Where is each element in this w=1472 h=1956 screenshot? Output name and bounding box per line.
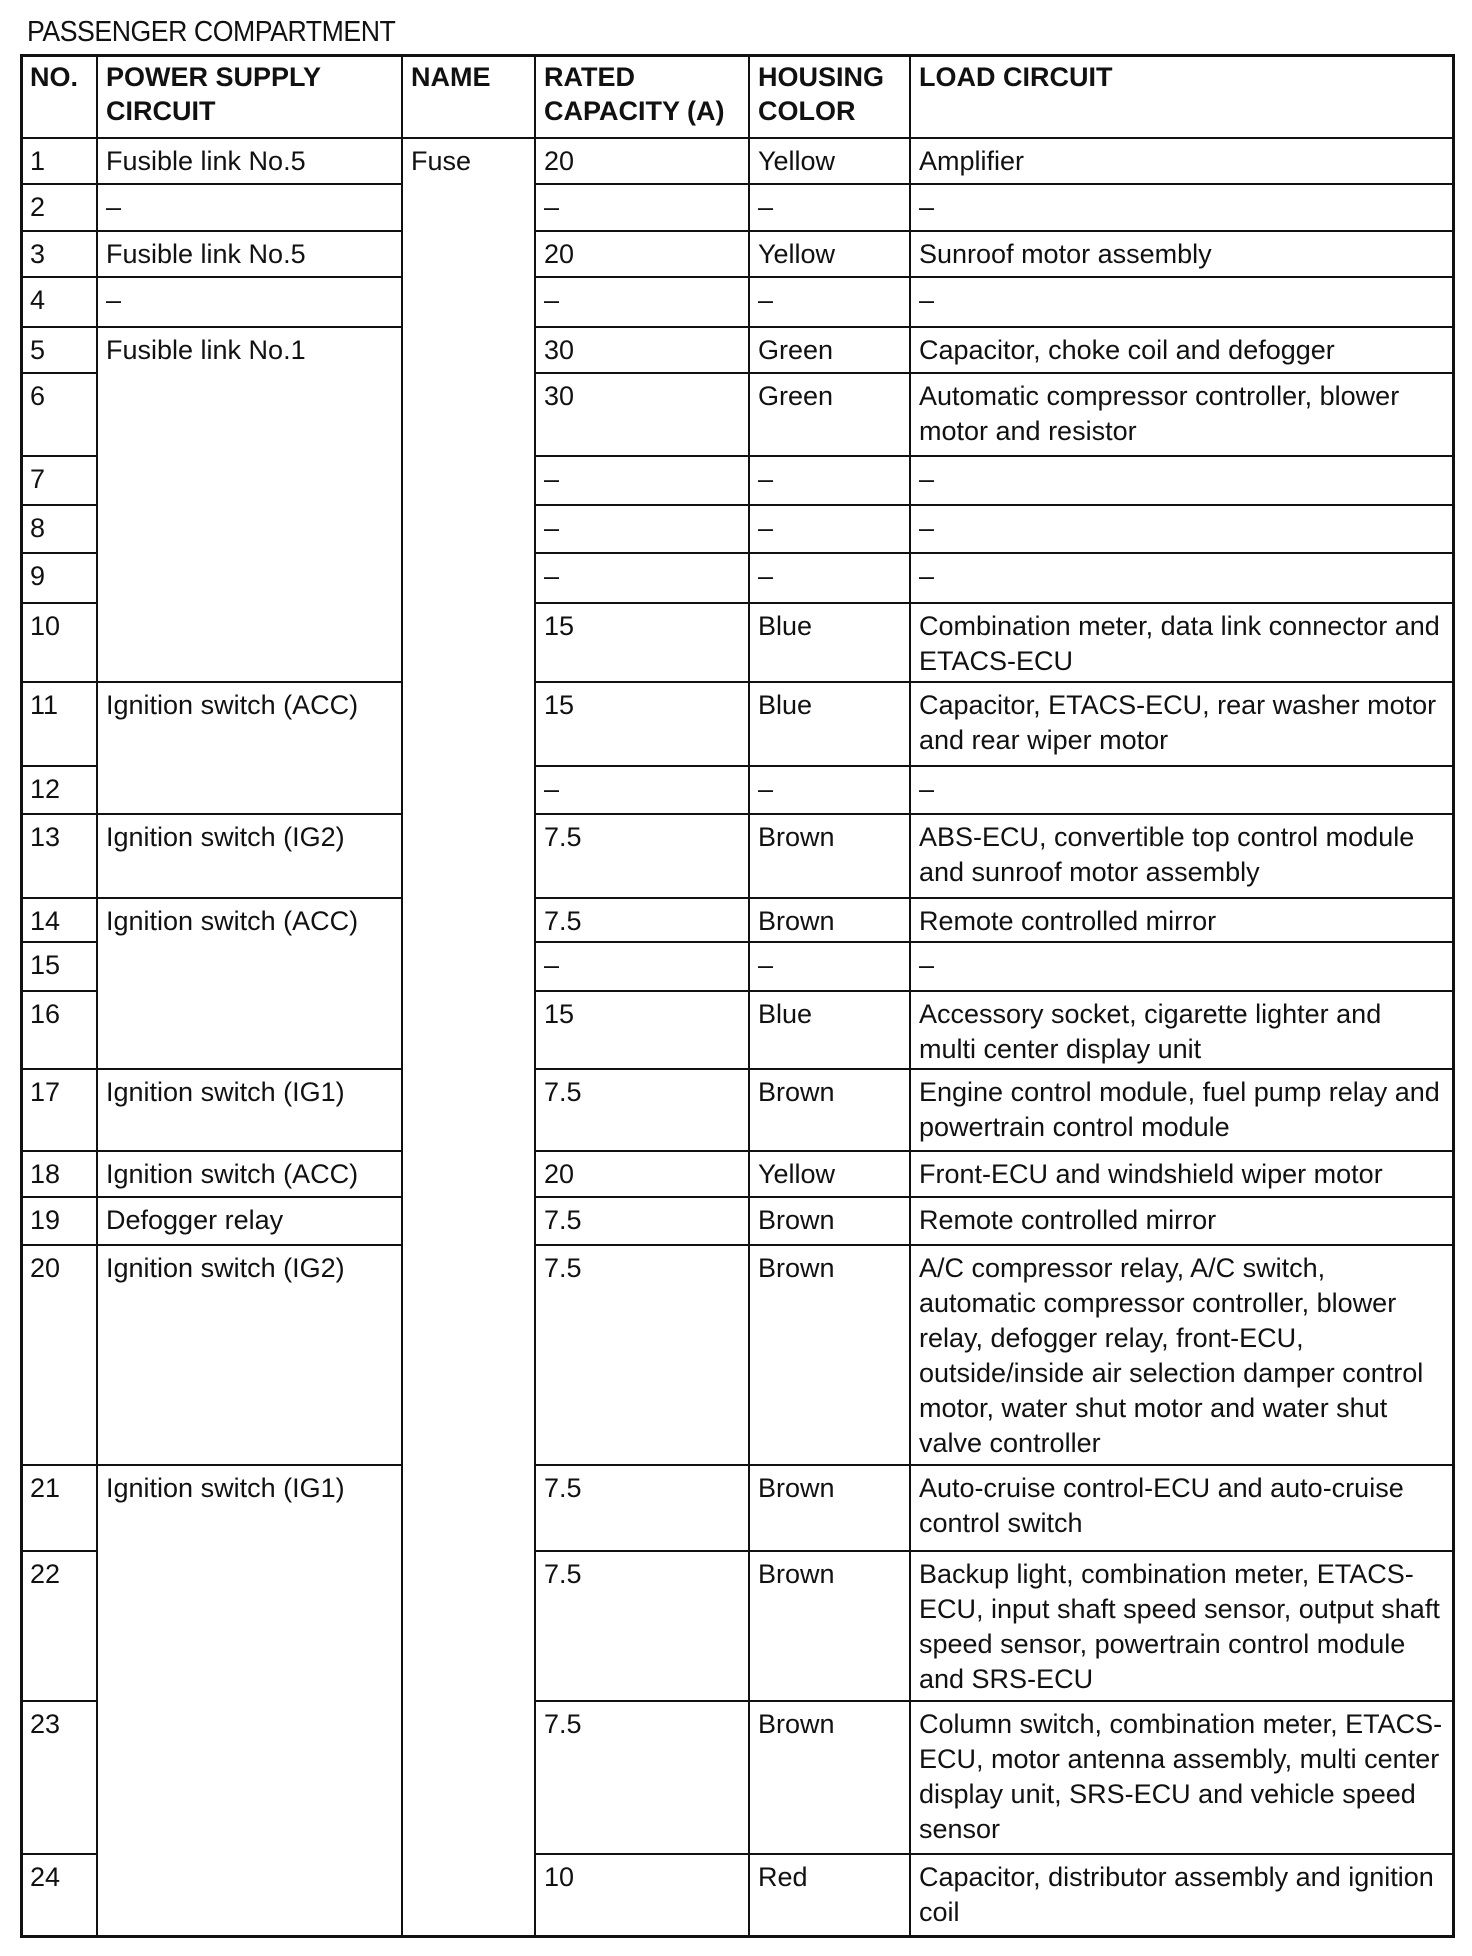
power-supply-cell-rows-3-text: Fusible link No.5 bbox=[106, 239, 306, 269]
row-12-no-text: 12 bbox=[30, 774, 61, 804]
row-3-load-circuit-text: Sunroof motor assembly bbox=[919, 239, 1212, 269]
row-4-rated-capacity bbox=[534, 276, 750, 328]
row-23-load-circuit bbox=[909, 1700, 1454, 1855]
row-8-rated-capacity bbox=[534, 504, 750, 554]
row-4-housing-color-text: – bbox=[758, 285, 774, 315]
row-2-no-text: 2 bbox=[30, 192, 46, 222]
row-20-load-circuit bbox=[909, 1244, 1454, 1466]
power-supply-cell-rows-5-10-text: Fusible link No.1 bbox=[106, 335, 306, 365]
row-13-no bbox=[20, 813, 98, 899]
row-15-no-text: 15 bbox=[30, 950, 61, 980]
row-12-housing-color bbox=[748, 765, 911, 815]
row-15-housing-color-text: – bbox=[758, 950, 774, 980]
row-24-load-circuit bbox=[909, 1853, 1454, 1937]
row-24-no bbox=[20, 1853, 98, 1937]
row-15-housing-color bbox=[748, 941, 911, 992]
row-23-housing-color bbox=[748, 1700, 911, 1855]
column-header-housing-color bbox=[748, 54, 911, 139]
row-14-rated-capacity bbox=[534, 897, 750, 943]
row-8-housing-color bbox=[748, 504, 911, 554]
power-supply-cell-rows-21-24 bbox=[96, 1464, 403, 1937]
column-header-housing-color-text: HOUSING COLOR bbox=[758, 62, 885, 126]
row-2-no bbox=[20, 183, 98, 232]
row-14-rated-capacity-text: 7.5 bbox=[544, 906, 582, 936]
row-11-load-circuit bbox=[909, 681, 1454, 767]
row-4-rated-capacity-text: – bbox=[544, 285, 560, 315]
row-15-rated-capacity bbox=[534, 941, 750, 992]
row-20-load-circuit-text: A/C compressor relay, A/C switch, automatic compressor controller, blower relay, defogger relay, front-ECU, outside/inside air selection damper control motor, water shut motor and water shut valve controller bbox=[919, 1253, 1424, 1458]
row-17-no bbox=[20, 1068, 98, 1152]
row-22-rated-capacity-text: 7.5 bbox=[544, 1559, 582, 1589]
row-15-rated-capacity-text: – bbox=[544, 950, 560, 980]
row-3-housing-color-text: Yellow bbox=[758, 239, 836, 269]
row-5-housing-color bbox=[748, 326, 911, 374]
row-3-rated-capacity-text: 20 bbox=[544, 239, 575, 269]
row-19-load-circuit-text: Remote controlled mirror bbox=[919, 1205, 1217, 1235]
row-7-housing-color-text: – bbox=[758, 464, 774, 494]
row-18-load-circuit bbox=[909, 1150, 1454, 1198]
row-4-load-circuit-text: – bbox=[919, 285, 935, 315]
row-2-rated-capacity-text: – bbox=[544, 192, 560, 222]
row-8-load-circuit bbox=[909, 504, 1454, 554]
row-9-rated-capacity bbox=[534, 552, 750, 604]
row-19-rated-capacity-text: 7.5 bbox=[544, 1205, 582, 1235]
row-13-load-circuit-text: ABS-ECU, convertible top control module and sunroof motor assembly bbox=[919, 822, 1415, 887]
row-20-no bbox=[20, 1244, 98, 1466]
row-7-load-circuit bbox=[909, 455, 1454, 506]
row-11-no bbox=[20, 681, 98, 767]
row-3-no-text: 3 bbox=[30, 239, 46, 269]
row-22-rated-capacity bbox=[534, 1550, 750, 1702]
row-22-housing-color bbox=[748, 1550, 911, 1702]
row-9-housing-color-text: – bbox=[758, 561, 774, 591]
row-4-housing-color bbox=[748, 276, 911, 328]
power-supply-cell-rows-13 bbox=[96, 813, 403, 899]
row-6-load-circuit bbox=[909, 372, 1454, 457]
power-supply-cell-rows-1 bbox=[96, 137, 403, 185]
row-6-no-text: 6 bbox=[30, 381, 46, 411]
row-13-housing-color-text: Brown bbox=[758, 822, 835, 852]
row-13-load-circuit bbox=[909, 813, 1454, 899]
row-19-housing-color-text: Brown bbox=[758, 1205, 835, 1235]
row-16-load-circuit-text: Accessory socket, cigarette lighter and multi center display unit bbox=[919, 999, 1382, 1064]
row-3-rated-capacity bbox=[534, 230, 750, 278]
row-11-load-circuit-text: Capacitor, ETACS-ECU, rear washer motor and rear wiper motor bbox=[919, 690, 1437, 755]
row-5-no bbox=[20, 326, 98, 374]
row-9-no bbox=[20, 552, 98, 604]
row-21-rated-capacity-text: 7.5 bbox=[544, 1473, 582, 1503]
power-supply-cell-rows-17 bbox=[96, 1068, 403, 1152]
power-supply-cell-rows-2 bbox=[96, 183, 403, 232]
row-1-housing-color bbox=[748, 137, 911, 185]
row-11-housing-color bbox=[748, 681, 911, 767]
column-header-power-supply bbox=[96, 54, 403, 139]
row-11-no-text: 11 bbox=[30, 690, 59, 720]
row-21-no-text: 21 bbox=[30, 1473, 61, 1503]
row-2-housing-color bbox=[748, 183, 911, 232]
row-15-load-circuit bbox=[909, 941, 1454, 992]
row-20-housing-color bbox=[748, 1244, 911, 1466]
power-supply-cell-rows-2-text: – bbox=[106, 192, 122, 222]
power-supply-cell-rows-20-text: Ignition switch (IG2) bbox=[106, 1253, 345, 1283]
row-3-load-circuit bbox=[909, 230, 1454, 278]
row-8-no bbox=[20, 504, 98, 554]
row-14-load-circuit bbox=[909, 897, 1454, 943]
row-1-load-circuit-text: Amplifier bbox=[919, 146, 1025, 176]
row-21-housing-color-text: Brown bbox=[758, 1473, 835, 1503]
row-17-load-circuit-text: Engine control module, fuel pump relay and powertrain control module bbox=[919, 1077, 1440, 1142]
power-supply-cell-rows-19 bbox=[96, 1196, 403, 1246]
row-1-housing-color-text: Yellow bbox=[758, 146, 836, 176]
row-13-no-text: 13 bbox=[30, 822, 61, 852]
row-7-rated-capacity bbox=[534, 455, 750, 506]
power-supply-cell-rows-4-text: – bbox=[106, 285, 122, 315]
row-24-housing-color bbox=[748, 1853, 911, 1937]
row-6-housing-color-text: Green bbox=[758, 381, 834, 411]
row-2-load-circuit-text: – bbox=[919, 192, 935, 222]
row-5-load-circuit bbox=[909, 326, 1454, 374]
column-header-load-circuit-text: LOAD CIRCUIT bbox=[919, 62, 1113, 92]
row-10-housing-color-text: Blue bbox=[758, 611, 813, 641]
row-3-housing-color bbox=[748, 230, 911, 278]
row-1-no bbox=[20, 137, 98, 185]
row-11-housing-color-text: Blue bbox=[758, 690, 813, 720]
name-cell-merged-text: Fuse bbox=[411, 146, 472, 176]
row-10-housing-color bbox=[748, 602, 911, 683]
row-6-rated-capacity-text: 30 bbox=[544, 381, 575, 411]
row-7-no-text: 7 bbox=[30, 464, 46, 494]
row-9-housing-color bbox=[748, 552, 911, 604]
column-header-power-supply-text: POWER SUPPLY CIRCUIT bbox=[106, 62, 321, 126]
row-21-housing-color bbox=[748, 1464, 911, 1552]
row-11-rated-capacity bbox=[534, 681, 750, 767]
row-14-no-text: 14 bbox=[30, 906, 61, 936]
row-22-load-circuit-text: Backup light, combination meter, ETACS-ECU, input shaft speed sensor, output shaft speed sensor, powertrain control module and SRS-ECU bbox=[919, 1559, 1440, 1694]
row-4-no-text: 4 bbox=[30, 285, 46, 315]
row-10-no-text: 10 bbox=[30, 611, 61, 641]
power-supply-cell-rows-18-text: Ignition switch (ACC) bbox=[106, 1159, 359, 1189]
row-18-load-circuit-text: Front-ECU and windshield wiper motor bbox=[919, 1159, 1383, 1189]
row-23-rated-capacity-text: 7.5 bbox=[544, 1709, 582, 1739]
row-7-rated-capacity-text: – bbox=[544, 464, 560, 494]
power-supply-cell-rows-13-text: Ignition switch (IG2) bbox=[106, 822, 345, 852]
row-21-no bbox=[20, 1464, 98, 1552]
row-20-no-text: 20 bbox=[30, 1253, 61, 1283]
row-10-rated-capacity bbox=[534, 602, 750, 683]
row-12-no bbox=[20, 765, 98, 815]
power-supply-cell-rows-17-text: Ignition switch (IG1) bbox=[106, 1077, 345, 1107]
row-11-rated-capacity-text: 15 bbox=[544, 690, 575, 720]
row-5-no-text: 5 bbox=[30, 335, 46, 365]
power-supply-cell-rows-18 bbox=[96, 1150, 403, 1198]
power-supply-cell-rows-4 bbox=[96, 276, 403, 328]
row-12-rated-capacity-text: – bbox=[544, 774, 560, 804]
row-8-load-circuit-text: – bbox=[919, 513, 935, 543]
row-2-housing-color-text: – bbox=[758, 192, 774, 222]
row-24-rated-capacity-text: 10 bbox=[544, 1862, 575, 1892]
power-supply-cell-rows-1-text: Fusible link No.5 bbox=[106, 146, 306, 176]
row-12-load-circuit-text: – bbox=[919, 774, 935, 804]
row-24-no-text: 24 bbox=[30, 1862, 61, 1892]
row-13-rated-capacity-text: 7.5 bbox=[544, 822, 582, 852]
row-14-load-circuit-text: Remote controlled mirror bbox=[919, 906, 1217, 936]
row-17-housing-color-text: Brown bbox=[758, 1077, 835, 1107]
row-14-housing-color-text: Brown bbox=[758, 906, 835, 936]
row-16-rated-capacity bbox=[534, 990, 750, 1070]
row-3-no bbox=[20, 230, 98, 278]
row-8-housing-color-text: – bbox=[758, 513, 774, 543]
row-1-rated-capacity bbox=[534, 137, 750, 185]
row-22-load-circuit bbox=[909, 1550, 1454, 1702]
row-16-rated-capacity-text: 15 bbox=[544, 999, 575, 1029]
row-12-rated-capacity bbox=[534, 765, 750, 815]
row-6-rated-capacity bbox=[534, 372, 750, 457]
row-16-housing-color-text: Blue bbox=[758, 999, 813, 1029]
row-9-no-text: 9 bbox=[30, 561, 46, 591]
row-19-no bbox=[20, 1196, 98, 1246]
row-20-rated-capacity-text: 7.5 bbox=[544, 1253, 582, 1283]
row-2-load-circuit bbox=[909, 183, 1454, 232]
row-23-housing-color-text: Brown bbox=[758, 1709, 835, 1739]
row-5-housing-color-text: Green bbox=[758, 335, 834, 365]
column-header-load-circuit bbox=[909, 54, 1454, 139]
power-supply-cell-rows-20 bbox=[96, 1244, 403, 1466]
column-header-name bbox=[401, 54, 536, 139]
row-9-rated-capacity-text: – bbox=[544, 561, 560, 591]
row-19-housing-color bbox=[748, 1196, 911, 1246]
row-14-housing-color bbox=[748, 897, 911, 943]
column-header-no-text: NO. bbox=[30, 62, 79, 92]
row-21-load-circuit bbox=[909, 1464, 1454, 1552]
power-supply-cell-rows-14-16-text: Ignition switch (ACC) bbox=[106, 906, 359, 936]
row-5-load-circuit-text: Capacitor, choke coil and defogger bbox=[919, 335, 1335, 365]
power-supply-cell-rows-21-24-text: Ignition switch (IG1) bbox=[106, 1473, 345, 1503]
row-19-load-circuit bbox=[909, 1196, 1454, 1246]
power-supply-cell-rows-19-text: Defogger relay bbox=[106, 1205, 284, 1235]
row-9-load-circuit-text: – bbox=[919, 561, 935, 591]
row-10-rated-capacity-text: 15 bbox=[544, 611, 575, 641]
row-16-no-text: 16 bbox=[30, 999, 61, 1029]
row-14-no bbox=[20, 897, 98, 943]
row-7-no bbox=[20, 455, 98, 506]
row-17-no-text: 17 bbox=[30, 1077, 61, 1107]
row-24-load-circuit-text: Capacitor, distributor assembly and ignition coil bbox=[919, 1862, 1434, 1927]
row-1-load-circuit bbox=[909, 137, 1454, 185]
row-10-no bbox=[20, 602, 98, 683]
row-1-no-text: 1 bbox=[30, 146, 46, 176]
row-23-no bbox=[20, 1700, 98, 1855]
row-1-rated-capacity-text: 20 bbox=[544, 146, 575, 176]
row-23-no-text: 23 bbox=[30, 1709, 61, 1739]
row-18-housing-color bbox=[748, 1150, 911, 1198]
row-7-load-circuit-text: – bbox=[919, 464, 935, 494]
row-5-rated-capacity-text: 30 bbox=[544, 335, 575, 365]
row-5-rated-capacity bbox=[534, 326, 750, 374]
row-4-no bbox=[20, 276, 98, 328]
row-22-housing-color-text: Brown bbox=[758, 1559, 835, 1589]
row-8-no-text: 8 bbox=[30, 513, 46, 543]
row-23-load-circuit-text: Column switch, combination meter, ETACS-ECU, motor antenna assembly, multi center display unit, SRS-ECU and vehicle speed sensor bbox=[919, 1709, 1443, 1844]
row-16-no bbox=[20, 990, 98, 1070]
row-20-housing-color-text: Brown bbox=[758, 1253, 835, 1283]
row-9-load-circuit bbox=[909, 552, 1454, 604]
row-21-load-circuit-text: Auto-cruise control-ECU and auto-cruise control switch bbox=[919, 1473, 1404, 1538]
row-17-rated-capacity-text: 7.5 bbox=[544, 1077, 582, 1107]
row-19-no-text: 19 bbox=[30, 1205, 61, 1235]
column-header-rated-capacity-text: RATED CAPACITY (A) bbox=[544, 62, 725, 126]
row-15-load-circuit-text: – bbox=[919, 950, 935, 980]
power-supply-cell-rows-3 bbox=[96, 230, 403, 278]
row-19-rated-capacity bbox=[534, 1196, 750, 1246]
power-supply-cell-rows-14-16 bbox=[96, 897, 403, 1070]
row-7-housing-color bbox=[748, 455, 911, 506]
row-15-no bbox=[20, 941, 98, 992]
row-16-housing-color bbox=[748, 990, 911, 1070]
row-4-load-circuit bbox=[909, 276, 1454, 328]
row-13-rated-capacity bbox=[534, 813, 750, 899]
row-6-load-circuit-text: Automatic compressor controller, blower motor and resistor bbox=[919, 381, 1400, 446]
row-17-load-circuit bbox=[909, 1068, 1454, 1152]
column-header-rated-capacity bbox=[534, 54, 750, 139]
power-supply-cell-rows-5-10 bbox=[96, 326, 403, 683]
row-6-housing-color bbox=[748, 372, 911, 457]
page-title: PASSENGER COMPARTMENT bbox=[27, 16, 396, 48]
row-22-no-text: 22 bbox=[30, 1559, 61, 1589]
row-18-rated-capacity bbox=[534, 1150, 750, 1198]
row-12-housing-color-text: – bbox=[758, 774, 774, 804]
row-18-no-text: 18 bbox=[30, 1159, 61, 1189]
row-8-rated-capacity-text: – bbox=[544, 513, 560, 543]
row-12-load-circuit bbox=[909, 765, 1454, 815]
row-22-no bbox=[20, 1550, 98, 1702]
column-header-name-text: NAME bbox=[411, 62, 491, 92]
row-16-load-circuit bbox=[909, 990, 1454, 1070]
row-18-no bbox=[20, 1150, 98, 1198]
row-17-rated-capacity bbox=[534, 1068, 750, 1152]
row-24-housing-color-text: Red bbox=[758, 1862, 808, 1892]
row-17-housing-color bbox=[748, 1068, 911, 1152]
column-header-no bbox=[20, 54, 98, 139]
row-24-rated-capacity bbox=[534, 1853, 750, 1937]
row-21-rated-capacity bbox=[534, 1464, 750, 1552]
row-23-rated-capacity bbox=[534, 1700, 750, 1855]
row-2-rated-capacity bbox=[534, 183, 750, 232]
row-10-load-circuit bbox=[909, 602, 1454, 683]
row-6-no bbox=[20, 372, 98, 457]
row-10-load-circuit-text: Combination meter, data link connector and ETACS-ECU bbox=[919, 611, 1440, 676]
row-13-housing-color bbox=[748, 813, 911, 899]
row-20-rated-capacity bbox=[534, 1244, 750, 1466]
row-18-housing-color-text: Yellow bbox=[758, 1159, 836, 1189]
row-18-rated-capacity-text: 20 bbox=[544, 1159, 575, 1189]
name-cell-merged bbox=[401, 137, 536, 1937]
power-supply-cell-rows-11-12 bbox=[96, 681, 403, 815]
power-supply-cell-rows-11-12-text: Ignition switch (ACC) bbox=[106, 690, 359, 720]
